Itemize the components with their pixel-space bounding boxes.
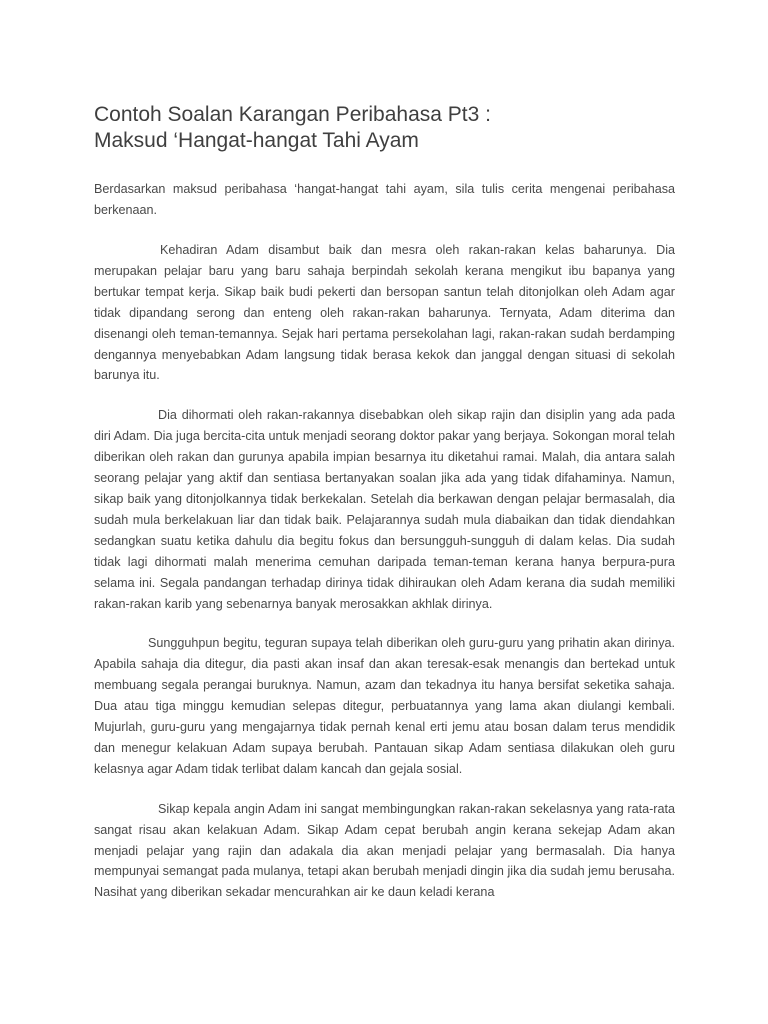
intro-paragraph: Berdasarkan maksud peribahasa ‘hangat-hangat tahi ayam, sila tulis cerita mengenai peribahasa berkenaan. [94,182,675,217]
document-page [94,102,675,903]
body-paragraph-2: Dia dihormati oleh rakan-rakannya disebabkan oleh sikap rajin dan disiplin yang ada pada diri Adam. Dia juga bercita-cita untuk menjadi seorang doktor pakar yang berjaya. Sokongan moral telah diberikan oleh rakan dan gurunya apabila impian besarnya itu diketahui ramai. Malah, dia antara salah seorang pelajar yang aktif dan sentiasa bertanyakan soalan jika ada yang tidak difahaminya. Namun, sikap baik yang ditonjolkannya tidak berkekalan. Setelah dia berkawan dengan pelajar bermasalah, dia sudah mula berkelakuan liar dan tidak baik. Pelajarannya sudah mula diabaikan dan tidak diendahkan sedangkan suatu ketika dahulu dia begitu fokus dan bersungguh-sungguh di dalam kelas. Dia sudah tidak lagi dihormati malah menerima cemuhan daripada teman-teman kerana hanya berpura-pura selama ini. Segala pandangan terhadap dirinya tidak dihiraukan oleh Adam kerana dia sudah memiliki rakan-rakan karib yang sebenarnya banyak merosakkan akhlak dirinya. [94,408,675,611]
document-title [94,102,675,154]
body-paragraph-4: Sikap kepala angin Adam ini sangat membingungkan rakan-rakan sekelasnya yang rata-rata sangat risau akan kelakuan Adam. Sikap Adam cepat berubah angin kerana sekejap Adam akan menjadi pelajar yang rajin dan adakala dia akan menjadi pelajar yang bermasalah. Dia hanya mempunyai semangat pada mulanya, tetapi akan berubah menjadi dingin jika dia sudah jemu berusaha. Nasihat yang diberikan sekadar mencurahkan air ke daun keladi kerana [94,801,675,900]
body-paragraph-3: Sungguhpun begitu, teguran supaya telah diberikan oleh guru-guru yang prihatin akan dirinya. Apabila sahaja dia ditegur, dia pasti akan insaf dan akan teresak-esak menangis dan bertekad untuk membuang segala perangai buruknya. Namun, azam dan tekadnya itu hanya bersifat seketika sahaja. Dua atau tiga minggu kemudian selepas ditegur, perbuatannya yang lama akan diulangi kembali. Mujurlah, guru-guru yang mengajarnya tidak pernah kenal erti jemu atau bosan dalam terus mendidik dan menegur kelakuan Adam supaya berubah. Pantauan sikap Adam sentiasa dilakukan oleh guru kelasnya agar Adam tidak terlibat dalam kancah dan gejala sosial. [94,636,675,776]
body-paragraph-1: Kehadiran Adam disambut baik dan mesra oleh rakan-rakan kelas baharunya. Dia merupakan pelajar baru yang baru sahaja berpindah sekolah kerana mengikut ibu bapanya yang bertukar tempat kerja. Sikap baik budi pekerti dan bersopan santun telah ditonjolkan oleh Adam agar tidak dipandang serong dan enteng oleh rakan-rakan baharunya. Ternyata, Adam diterima dan disenangi oleh teman-temannya. Sejak hari pertama persekolahan lagi, rakan-rakan sudah berdamping dengannya menyebabkan Adam langsung tidak berasa kekok dan janggal dengan situasi di sekolah barunya itu. [94,243,675,383]
title-line-2: Maksud ‘Hangat-hangat Tahi Ayam [94,129,419,152]
title-line-1: Contoh Soalan Karangan Peribahasa Pt3 : [94,103,491,126]
